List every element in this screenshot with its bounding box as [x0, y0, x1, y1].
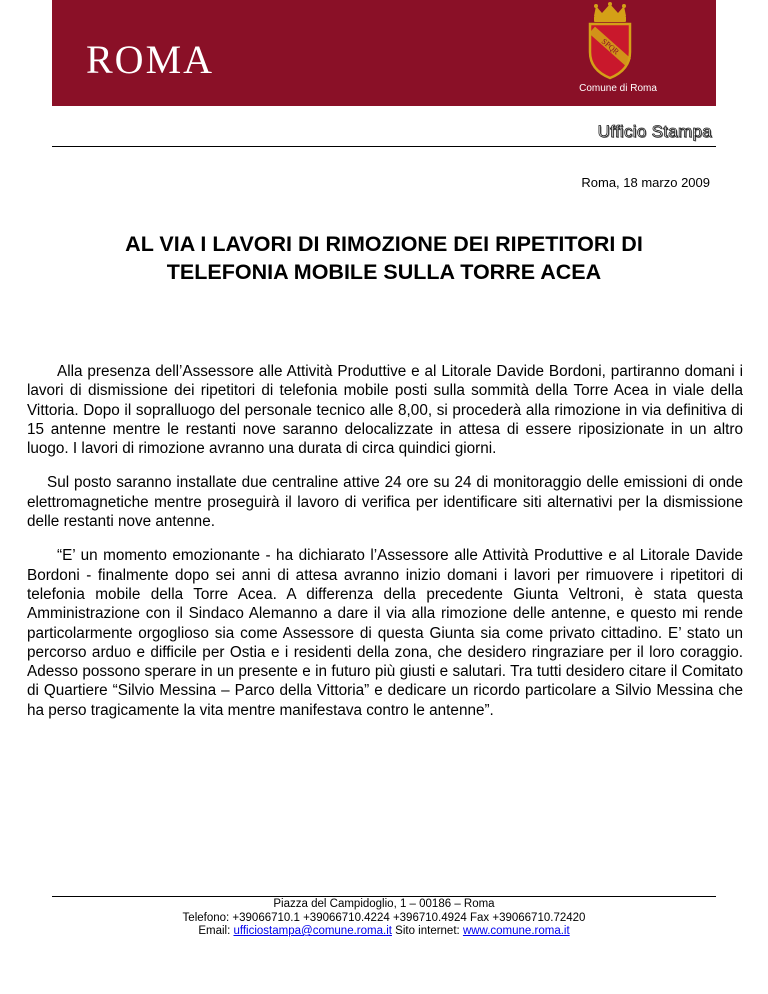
header-band [52, 0, 716, 106]
comune-label: Comune di Roma [579, 83, 657, 94]
press-headline [52, 230, 716, 286]
footer-divider [52, 896, 716, 897]
headline-line-2: TELEFONIA MOBILE SULLA TORRE ACEA [166, 260, 602, 284]
body-paragraph-2: Sul posto saranno installate due centraline attive 24 ore su 24 di monitoraggio delle emissioni di onde elettromagnetiche mentre proseguirà il lavoro di verifica per identificare siti alternativi per la dismissione delle restanti nove antenne. [27, 474, 743, 531]
body-paragraph-1: Alla presenza dell’Assessore alle Attività Produttive e al Litorale Davide Bordoni, partiranno domani i lavori di dismissione dei ripetitori di telefonia mobile posti sulla sommità della Torre Acea in viale della Vittoria. Dopo il sopralluogo del personale tecnico alle 8,00, si procederà alla rimozione in via definitiva di 15 antenne mentre le restanti nove saranno delocalizzate in attesa di essere riposizionate in un altro luogo. I lavori di rimozione avranno una durata di circa quindici giorni. [27, 363, 743, 458]
footer-phones: Telefono: +39066710.1 +39066710.4224 +396710.4924 Fax +39066710.72420 [182, 911, 586, 924]
headline-line-1: AL VIA I LAVORI DI RIMOZIONE DEI RIPETITORI DI [125, 232, 643, 256]
footer-contacts [52, 925, 716, 939]
footer-address: Piazza del Campidoglio, 1 – 00186 – Roma [273, 898, 495, 910]
email-link[interactable]: ufficiostampa@comune.roma.it [233, 925, 392, 937]
email-label: Email: [198, 925, 231, 937]
body-paragraph-3: “E’ un momento emozionante - ha dichiarato l’Assessore alle Attività Produttive e al Litorale Davide Bordoni - finalmente dopo sei anni di attesa avranno inizio domani i lavori per rimuovere i ripetitori di telefonia mobile della Torre Acea. A differenza della precedente Giunta Veltroni, è stata questa Amministrazione con il Sindaco Alemanno a dare il via alla rimozione delle antenne, e questo mi rende particolarmente orgoglioso sia come Assessore di questa Giunta sia come privato cittadino. E’ stato un percorso arduo e difficile per Ostia e i residenti della zona, che desidero ringraziare per il loro coraggio. Adesso possono sperare in un presente e in futuro più giusti e salutari. Tra tutti desidero citare il Comitato di Quartiere “Silvio Messina – Parco della Vittoria” e dedicare un ricordo particolare a Silvio Messina che ha perso tragicamente la vita mentre manifestava contro le antenne”. [27, 547, 743, 719]
header-divider [52, 146, 716, 147]
spqr-shield-icon [582, 2, 638, 82]
press-date: Roma, 18 marzo 2009 [581, 175, 710, 190]
footer [52, 898, 716, 939]
ufficio-stampa-title: Ufficio Stampa [597, 122, 712, 141]
brand-title: ROMA [86, 37, 215, 82]
emblem-text: SPQR [599, 36, 621, 57]
press-body [27, 362, 743, 735]
site-label: Sito internet: [395, 925, 460, 937]
website-link[interactable]: www.comune.roma.it [462, 925, 570, 937]
